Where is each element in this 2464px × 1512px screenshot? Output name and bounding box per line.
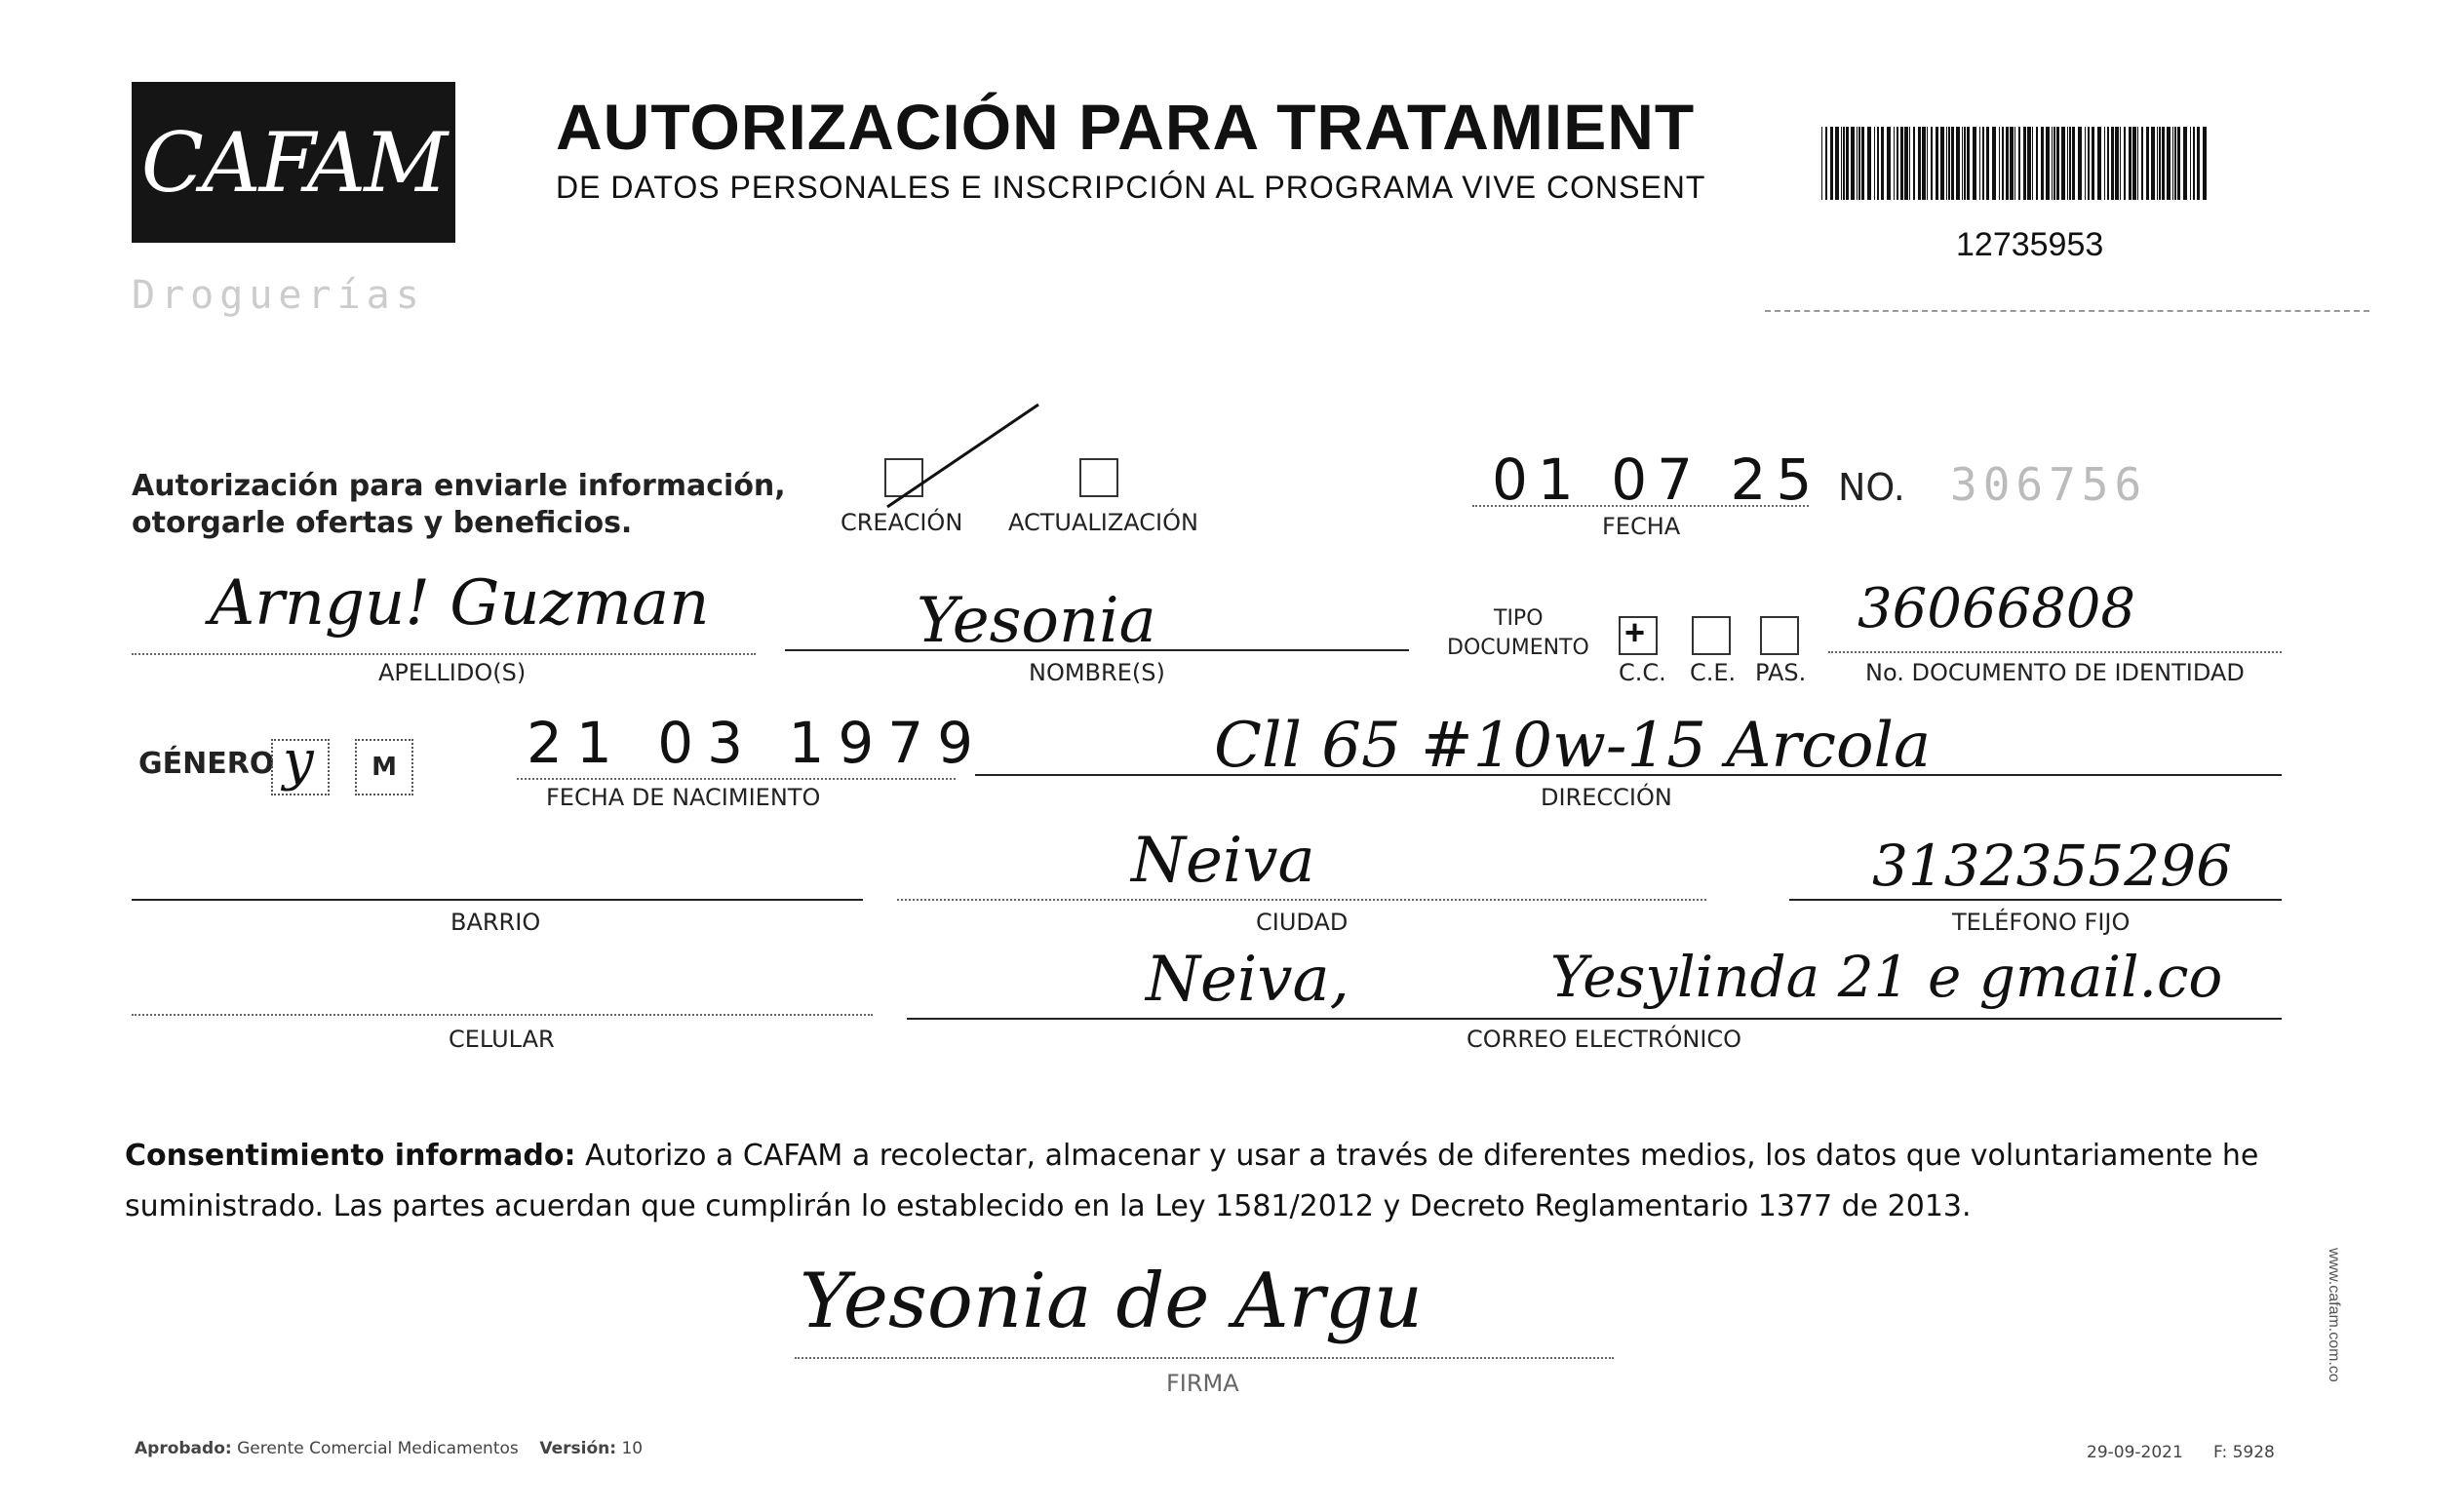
ciudad-label: CIUDAD [1256, 909, 1349, 936]
barcode-bar [2041, 127, 2044, 200]
creacion-check-mark [878, 400, 1043, 517]
genero-label: GÉNERO [138, 747, 275, 781]
pas-checkbox[interactable] [1760, 616, 1799, 655]
barcode-bar [2115, 127, 2119, 200]
actualizacion-label: ACTUALIZACIÓN [1008, 509, 1198, 536]
direccion-value: Cll 65 #10w-15 Arcola [1214, 710, 1932, 782]
barcode-bar [1962, 127, 1963, 200]
no-label: NO. [1838, 466, 1905, 509]
barcode-bar [1946, 127, 1947, 200]
barcode-bar [1982, 127, 1984, 200]
barcode-bar [2151, 127, 2155, 200]
tipo-documento-label-1: TIPO [1494, 606, 1544, 631]
documento-label: No. DOCUMENTO DE IDENTIDAD [1865, 659, 2245, 686]
fecha-nacimiento-line [517, 778, 956, 780]
fecha-value: 01 07 25 [1492, 446, 1822, 513]
ce-label: C.E. [1690, 659, 1737, 686]
barcode-bar [2129, 127, 2132, 200]
telefono-label: TELÉFONO FIJO [1952, 909, 2131, 936]
cc-check-mark: + [1624, 612, 1646, 652]
barcode [1821, 127, 2211, 200]
barcode-bar [1825, 127, 1827, 200]
barcode-bar [2061, 127, 2065, 200]
barcode-bar [1887, 127, 1891, 200]
barcode-bar [2162, 127, 2165, 200]
barcode-bar [2157, 127, 2158, 200]
footer-code: F: 5928 [2213, 1443, 2275, 1462]
correo-city-value: Neiva, [1146, 944, 1349, 1016]
barcode-bar [2146, 127, 2149, 200]
documento-value: 36066808 [1858, 577, 2136, 640]
barcode-bar [1951, 127, 1954, 200]
barcode-bar [1964, 127, 1966, 200]
pas-label: PAS. [1755, 659, 1807, 686]
barcode-bar [2159, 127, 2161, 200]
barcode-bar [1821, 127, 1822, 200]
footer-approval [135, 1439, 643, 1458]
form-subtitle: DE DATOS PERSONALES E INSCRIPCIÓN AL PROGRAMA VIVE CONSENT [556, 170, 1706, 205]
barrio-label: BARRIO [450, 909, 541, 936]
correo-value: Yesylinda 21 e gmail.co [1550, 944, 2223, 1010]
barcode-bar [2167, 127, 2171, 200]
logo-text: CAFAM [140, 114, 447, 211]
barcode-bar [2046, 127, 2050, 200]
signature-label: FIRMA [1166, 1370, 1239, 1397]
nombres-line [785, 649, 1409, 651]
barcode-bar [1999, 127, 2000, 200]
barcode-bar [2141, 127, 2143, 200]
barcode-bar [2085, 127, 2086, 200]
barcode-bar [1897, 127, 1898, 200]
barcode-bar [2190, 127, 2191, 200]
direccion-line [975, 774, 2282, 776]
version-label: Versión: [539, 1439, 617, 1458]
barcode-bar [1922, 127, 1926, 200]
barcode-bar [2203, 127, 2207, 200]
barcode-bar [1835, 127, 1839, 200]
barcode-bar [2111, 127, 2114, 200]
barcode-bar [2072, 127, 2075, 200]
barcode-bar [1936, 127, 1938, 200]
barcode-bar [1877, 127, 1879, 200]
barcode-bar [2014, 127, 2015, 200]
fecha-nacimiento-value: 21 03 1979 [527, 710, 988, 776]
logo-subtitle: Droguerías [132, 273, 425, 318]
barcode-bar [2193, 127, 2195, 200]
signature-line [795, 1357, 1614, 1359]
barcode-number: 12735953 [1956, 226, 2104, 263]
barcode-bar [1843, 127, 1845, 200]
barcode-bar [1986, 127, 1989, 200]
genero-f-mark: y [283, 729, 314, 793]
barcode-bar [2172, 127, 2173, 200]
version-value: 10 [621, 1439, 644, 1458]
barcode-bar [2197, 127, 2200, 200]
barrio-line [132, 899, 863, 901]
barcode-bar [2010, 127, 2014, 200]
barcode-bar [2092, 127, 2094, 200]
barcode-bar [1900, 127, 1903, 200]
barcode-bar [2137, 127, 2138, 200]
barcode-bar [1913, 127, 1915, 200]
barcode-bar [1973, 127, 1976, 200]
footer-vertical-text: www.cafam.com.co [2326, 1248, 2342, 1382]
dashed-divider [1765, 310, 2369, 312]
barcode-bar [1846, 127, 1849, 200]
barcode-bar [1931, 127, 1933, 200]
barcode-bar [2120, 127, 2121, 200]
apellidos-line [132, 653, 756, 655]
cc-label: C.C. [1619, 659, 1666, 686]
barcode-bar [1956, 127, 1960, 200]
documento-line [1828, 651, 2282, 653]
fecha-nacimiento-label: FECHA DE NACIMIENTO [546, 784, 821, 811]
auth-line-1: Autorización para enviarle información, [132, 469, 786, 503]
telefono-value: 3132355296 [1872, 833, 2233, 899]
barcode-bar [1918, 127, 1921, 200]
creacion-label: CREACIÓN [841, 509, 963, 536]
barcode-bar [2018, 127, 2020, 200]
barcode-bar [2069, 127, 2071, 200]
barcode-bar [1861, 127, 1864, 200]
correo-label: CORREO ELECTRÓNICO [1467, 1026, 1742, 1053]
barcode-bar [1867, 127, 1871, 200]
barcode-bar [2002, 127, 2004, 200]
ciudad-value: Neiva [1131, 825, 1315, 897]
auth-line-2: otorgarle ofertas y beneficios. [132, 506, 633, 540]
barcode-bar [2053, 127, 2055, 200]
aprobado-value: Gerente Comercial Medicamentos [237, 1439, 519, 1458]
barcode-bar [1948, 127, 1950, 200]
consent-paragraph [125, 1131, 2289, 1232]
aprobado-label: Aprobado: [135, 1439, 232, 1458]
barcode-bar [1857, 127, 1858, 200]
barcode-bar [1909, 127, 1910, 200]
form-title: AUTORIZACIÓN PARA TRATAMIENT [556, 91, 1696, 163]
barcode-bar [2078, 127, 2082, 200]
barcode-bar [1979, 127, 1980, 200]
correo-line [907, 1018, 2282, 1020]
barcode-bar [1894, 127, 1895, 200]
direccion-label: DIRECCIÓN [1541, 784, 1672, 811]
barcode-bar [1904, 127, 1908, 200]
consent-text: Autorizo a CAFAM a recolectar, almacenar y usar a través de diferentes medios, los datos que voluntariamente he suministrado. Las partes acuerdan que cumplirán lo establecido en la Ley 1581/2012 y Decreto Reglamentario 1377 de 2013. [125, 1139, 2259, 1223]
barcode-bar [2056, 127, 2059, 200]
nombres-value: Yesonia [917, 585, 1156, 657]
barcode-bar [1830, 127, 1833, 200]
barcode-bar [1841, 127, 1842, 200]
tipo-documento-label-2: DOCUMENTO [1447, 636, 1589, 660]
fecha-line [1472, 505, 1809, 507]
barcode-bar [2132, 127, 2136, 200]
barcode-bar [1967, 127, 1970, 200]
barcode-bar [2032, 127, 2033, 200]
barcode-bar [1881, 127, 1884, 200]
barcode-bar [2177, 127, 2180, 200]
actualizacion-checkbox[interactable] [1079, 458, 1118, 497]
barcode-bar [1858, 127, 1860, 200]
apellidos-label: APELLIDO(S) [378, 659, 527, 686]
barcode-bar [2107, 127, 2109, 200]
celular-label: CELULAR [449, 1026, 555, 1053]
ciudad-line [897, 899, 1706, 901]
barcode-bar [2104, 127, 2105, 200]
nombres-label: NOMBRE(S) [1029, 659, 1165, 686]
barcode-bar [2124, 127, 2126, 200]
barcode-bar [2036, 127, 2038, 200]
no-value: 306756 [1950, 458, 2148, 511]
barcode-bar [2052, 127, 2053, 200]
ce-checkbox[interactable] [1692, 616, 1731, 655]
signature-value: Yesonia de Argu [800, 1258, 1424, 1345]
telefono-line [1789, 899, 2282, 901]
barcode-bar [2023, 127, 2026, 200]
genero-f-checkbox[interactable] [271, 729, 330, 795]
barcode-bar [2183, 127, 2187, 200]
barcode-bar [1940, 127, 1944, 200]
barcode-bar [2027, 127, 2031, 200]
footer-date: 29-09-2021 [2087, 1443, 2183, 1462]
barcode-bar [2088, 127, 2090, 200]
cafam-logo [132, 82, 455, 243]
barcode-bar [1874, 127, 1875, 200]
genero-m-label: M [372, 753, 397, 782]
auth-text [132, 468, 786, 542]
barcode-bar [2006, 127, 2009, 200]
apellidos-value: Arngu! Guzman [210, 567, 710, 640]
barcode-bar [2097, 127, 2101, 200]
consent-heading: Consentimiento informado: [125, 1139, 576, 1173]
barcode-bar [1851, 127, 1855, 200]
barcode-bar [2174, 127, 2176, 200]
barcode-bar [1927, 127, 1928, 200]
fecha-label: FECHA [1602, 513, 1681, 540]
barcode-bar [1992, 127, 1996, 200]
cc-checkbox[interactable] [1619, 612, 1658, 655]
genero-m-checkbox[interactable] [355, 739, 413, 795]
barcode-bar [2067, 127, 2068, 200]
celular-line [132, 1014, 873, 1016]
